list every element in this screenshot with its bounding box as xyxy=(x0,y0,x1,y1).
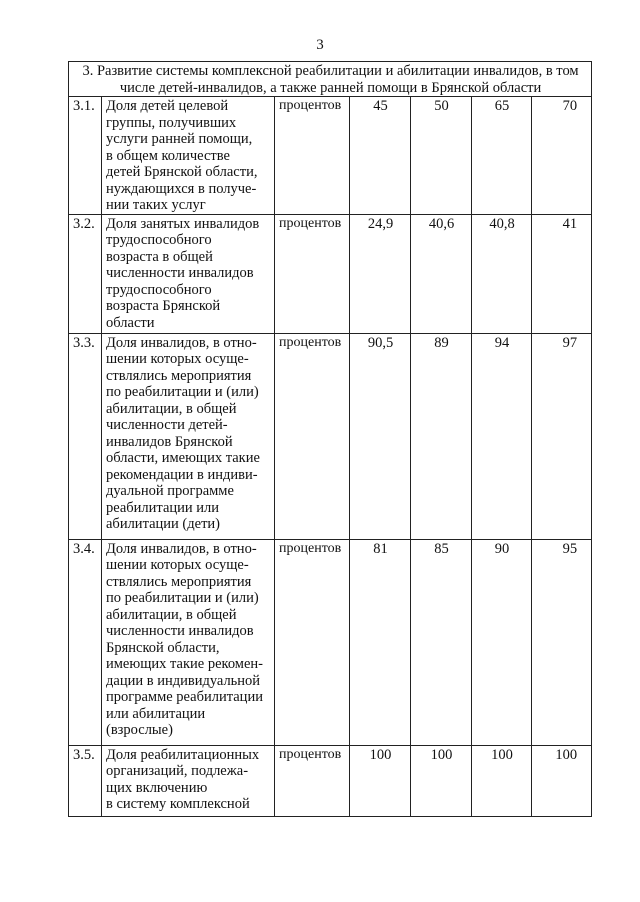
unit-cell: процентов xyxy=(275,97,350,215)
row-number: 3.1. xyxy=(69,97,102,215)
indicator-name: Доля реабилитационных организаций, подлежа- щих включению в систему комплексной xyxy=(102,745,275,816)
value-cell: 85 xyxy=(411,539,472,745)
row-number: 3.2. xyxy=(69,214,102,333)
indicator-name: Доля инвалидов, в отно- шении которых осуще- ствлялись мероприятия по реабилитации и (или) абилитации, в общей численности инвалидов Брянской области, имеющих такие рекомен- дации в индивидуальной программе реабилитации или абилитации (взрослые) xyxy=(102,539,275,745)
value-cell: 70 xyxy=(532,97,592,215)
value-cell: 41 xyxy=(532,214,592,333)
value-cell: 94 xyxy=(472,333,532,539)
value-cell: 50 xyxy=(411,97,472,215)
table-row xyxy=(69,333,592,539)
row-number: 3.4. xyxy=(69,539,102,745)
value-cell: 95 xyxy=(532,539,592,745)
value-cell: 81 xyxy=(350,539,411,745)
unit-cell: процентов xyxy=(275,745,350,816)
value-cell: 24,9 xyxy=(350,214,411,333)
table-row xyxy=(69,745,592,816)
section-title: 3. Развитие системы комплексной реабилитации и абилитации инвалидов, в том числе детей-инвалидов, а также ранней помощи в Брянской области xyxy=(69,62,592,97)
value-cell: 100 xyxy=(350,745,411,816)
indicators-table xyxy=(68,61,592,817)
value-cell: 90 xyxy=(472,539,532,745)
row-number: 3.3. xyxy=(69,333,102,539)
indicator-name: Доля занятых инвалидов трудоспособного возраста в общей численности инвалидов трудоспособного возраста Брянской области xyxy=(102,214,275,333)
section-header-row xyxy=(69,62,592,97)
table-row xyxy=(69,539,592,745)
table-row xyxy=(69,97,592,215)
indicator-name: Доля детей целевой группы, получивших услуги ранней помощи, в общем количестве детей Брянской области, нуждающихся в получе- нии таких услуг xyxy=(102,97,275,215)
value-cell: 100 xyxy=(472,745,532,816)
value-cell: 89 xyxy=(411,333,472,539)
unit-cell: процентов xyxy=(275,214,350,333)
value-cell: 65 xyxy=(472,97,532,215)
value-cell: 100 xyxy=(532,745,592,816)
row-number: 3.5. xyxy=(69,745,102,816)
page-number: 3 xyxy=(316,37,324,53)
unit-cell: процентов xyxy=(275,333,350,539)
indicator-name: Доля инвалидов, в отно- шении которых осуще- ствлялись мероприятия по реабилитации и (или) абилитации, в общей численности детей- инвалидов Брянской области, имеющих такие рекомендации в индиви- дуальной программе реабилитации или абилитации (дети) xyxy=(102,333,275,539)
value-cell: 97 xyxy=(532,333,592,539)
unit-cell: процентов xyxy=(275,539,350,745)
table-row xyxy=(69,214,592,333)
value-cell: 45 xyxy=(350,97,411,215)
value-cell: 90,5 xyxy=(350,333,411,539)
value-cell: 40,6 xyxy=(411,214,472,333)
value-cell: 100 xyxy=(411,745,472,816)
value-cell: 40,8 xyxy=(472,214,532,333)
